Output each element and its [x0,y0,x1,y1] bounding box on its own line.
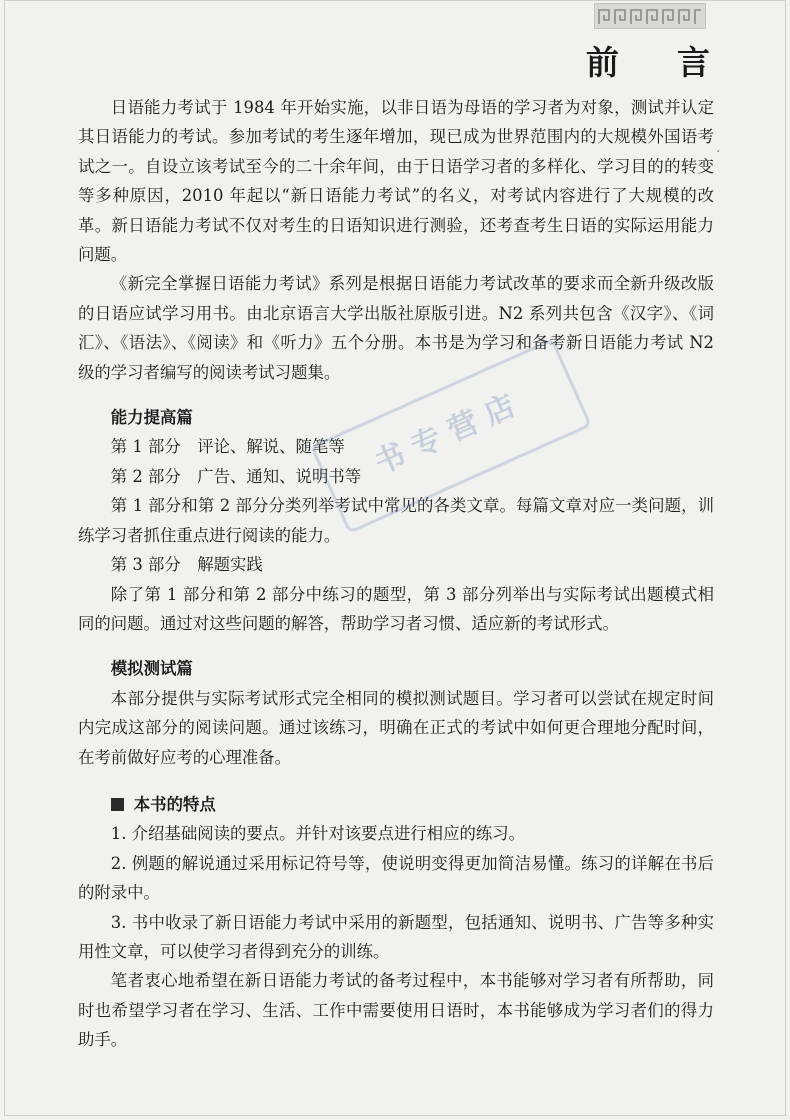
feature-item-2: 2. 例题的解说通过采用标记符号等，使说明变得更加简洁易懂。练习的详解在书后的附录中。 [78,853,714,903]
black-square-icon [111,798,124,811]
section-heading-ability: 能力提高篇 [110,408,193,428]
ability-part-3: 第 3 部分 解题实践 [110,555,263,575]
ability-part-2: 第 2 部分 广告、通知、说明书等 [110,466,362,486]
ability-part-1: 第 1 部分 评论、解说、随笔等 [110,437,345,457]
intro-paragraph-1: 日语能力考试于 1984 年开始实施，以非日语为母语的学习者为对象，测试并认定其日语能力的考试。参加考试的考生逐年增加，现已成为世界范围内的大规模外国语考试之一。自设立该考试至今的二十余年间，由于日语学习者的多样化、学习目的的转变等多种原因，2010 年起以“新日语能力考试”的名义，对考试内容进行了大规模的改革。新日语能力考试不仅对考生的日语知识进行测验，还考查考生日语的实际运用能力问题。 [78,98,714,265]
store-watermark: 书专营店 [310,338,592,534]
ability-paragraph-1: 第 1 部分和第 2 部分分类列举考试中常见的各类文章。每篇文章对应一类问题，训练学习者抓住重点进行阅读的能力。 [78,496,714,545]
fret-pattern-ornament-icon [594,3,706,29]
section-heading-features: 本书的特点 [133,794,216,814]
preface-body [78,93,714,1055]
section-heading-mock: 模拟测试篇 [110,659,193,679]
intro-paragraph-2: 《新完全掌握日语能力考试》系列是根据日语能力考试改革的要求而全新升级改版的日语应试学习用书。由北京语言大学出版社原版引进。N2 系列共包含《汉字》、《词汇》、《语法》、《阅读》和《听力》五个分册。本书是为学习和备考新日语能力考试 N2 级的学习者编写的阅读考试习题集。 [78,274,714,382]
page-title [586,40,710,80]
title-char-2: 言 [677,42,710,82]
feature-item-3: 3. 书中收录了新日语能力考试中采用的新题型，包括通知、说明书、广告等多种实用性文章，可以使学习者得到充分的训练。 [78,912,714,961]
edge-mark: . [716,140,721,156]
title-char-1: 前 [586,42,619,82]
feature-item-1: 1. 介绍基础阅读的要点。并针对该要点进行相应的练习。 [110,824,526,844]
mock-paragraph: 本部分提供与实际考试形式完全相同的模拟测试题目。学习者可以尝试在规定时间内完成这部分的阅读问题。通过该练习，明确在正式的考试中如何更合理地分配时间，在考前做好应考的心理准备。 [78,688,714,767]
closing-paragraph: 笔者衷心地希望在新日语能力考试的备考过程中，本书能够对学习者有所帮助，同时也希望学习者在学习、生活、工作中需要使用日语时，本书能够成为学习者们的得力助手。 [78,971,714,1050]
section-heading-features-row [78,790,714,819]
ability-paragraph-2: 除了第 1 部分和第 2 部分中练习的题型，第 3 部分列举出与实际考试出题模式相同的问题。通过对这些问题的解答，帮助学习者习惯、适应新的考试形式。 [78,584,714,633]
